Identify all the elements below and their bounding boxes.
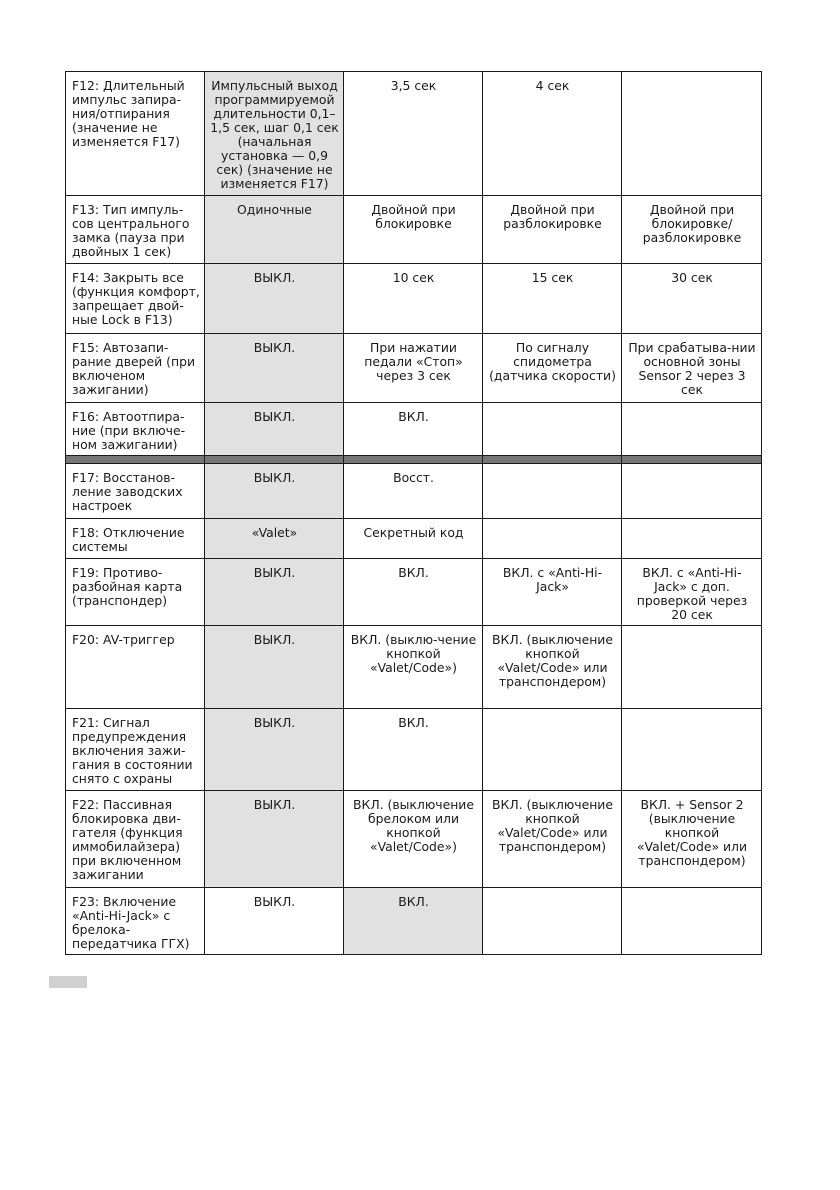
option-cell xyxy=(622,464,762,519)
option-cell: ВКЛ. (выключение кнопкой «Valet/Code» или транспондером) xyxy=(483,791,622,888)
option-cell: 4 сек xyxy=(483,72,622,196)
option-cell xyxy=(483,519,622,559)
option-cell: ВКЛ. xyxy=(344,709,483,791)
table-row xyxy=(66,72,762,196)
option-cell: 15 сек xyxy=(483,264,622,334)
option-cell-default: ВКЛ. xyxy=(344,888,483,955)
option-cell-default: ВЫКЛ. xyxy=(205,464,344,519)
option-cell-default: ВЫКЛ. xyxy=(205,626,344,709)
option-cell-default: Импульсный выход программируемой длительности 0,1–1,5 сек, шаг 0,1 сек (начальная установка — 0,9 сек) (значение не изменяется F17) xyxy=(205,72,344,196)
option-cell: Восст. xyxy=(344,464,483,519)
separator-cell xyxy=(483,456,622,464)
option-cell-default: «Valet» xyxy=(205,519,344,559)
option-cell: 30 сек xyxy=(622,264,762,334)
table-row xyxy=(66,519,762,559)
separator-cell xyxy=(205,456,344,464)
function-cell: F18: Отключение системы xyxy=(66,519,205,559)
option-cell: ВКЛ. xyxy=(344,559,483,626)
option-cell: По сигналу спидометра (датчика скорости) xyxy=(483,334,622,403)
table-row xyxy=(66,264,762,334)
option-cell: ВКЛ. с «Anti-Hi-Jack» xyxy=(483,559,622,626)
option-cell-default: Одиночные xyxy=(205,196,344,264)
function-cell: F17: Восстанов-ление заводских настроек xyxy=(66,464,205,519)
table-row xyxy=(66,888,762,955)
page-marker xyxy=(49,976,87,988)
option-cell: ВКЛ. (выключение брелоком или кнопкой «Valet/Code») xyxy=(344,791,483,888)
settings-table xyxy=(65,71,762,955)
function-cell: F15: Автозапи-рание дверей (при включеном зажигании) xyxy=(66,334,205,403)
table-row xyxy=(66,403,762,456)
function-cell: F23: Включение «Anti-Hi-Jack» с брелока-передатчика ГГХ) xyxy=(66,888,205,955)
option-cell xyxy=(483,709,622,791)
option-cell: ВКЛ. (выклю-чение кнопкой «Valet/Code») xyxy=(344,626,483,709)
option-cell: Секретный код xyxy=(344,519,483,559)
option-cell xyxy=(483,403,622,456)
separator-cell xyxy=(66,456,205,464)
table-row xyxy=(66,559,762,626)
option-cell: ВКЛ. + Sensor 2 (выключение кнопкой «Valet/Code» или транспондером) xyxy=(622,791,762,888)
option-cell xyxy=(622,626,762,709)
option-cell xyxy=(622,519,762,559)
option-cell-default: ВЫКЛ. xyxy=(205,791,344,888)
option-cell xyxy=(483,464,622,519)
table-row xyxy=(66,626,762,709)
option-cell-default: ВЫКЛ. xyxy=(205,264,344,334)
table-row xyxy=(66,334,762,403)
option-cell: Двойной при блокировке/ разблокировке xyxy=(622,196,762,264)
option-cell: Двойной при разблокировке xyxy=(483,196,622,264)
function-cell: F20: AV-триггер xyxy=(66,626,205,709)
option-cell: ВКЛ. (выключение кнопкой «Valet/Code» или транспондером) xyxy=(483,626,622,709)
table-row xyxy=(66,464,762,519)
option-cell-default: ВЫКЛ. xyxy=(205,403,344,456)
option-cell xyxy=(622,403,762,456)
option-cell-default: ВЫКЛ. xyxy=(205,709,344,791)
function-cell: F16: Автоотпира-ние (при включе-ном зажигании) xyxy=(66,403,205,456)
option-cell: ВКЛ. xyxy=(344,403,483,456)
function-cell: F12: Длительный импульс запира-ния/отпирания (значение не изменяется F17) xyxy=(66,72,205,196)
option-cell: Двойной при блокировке xyxy=(344,196,483,264)
option-cell: ВКЛ. с «Anti-Hi-Jack» с доп. проверкой через 20 сек xyxy=(622,559,762,626)
table-row xyxy=(66,196,762,264)
function-cell: F13: Тип импуль-сов центрального замка (пауза при двойных 1 сек) xyxy=(66,196,205,264)
option-cell-default: ВЫКЛ. xyxy=(205,334,344,403)
option-cell: 10 сек xyxy=(344,264,483,334)
function-cell: F22: Пассивная блокировка дви-гателя (функция иммобилайзера) при включенном зажигании xyxy=(66,791,205,888)
table-row xyxy=(66,709,762,791)
option-cell: При нажатии педали «Стоп» через 3 сек xyxy=(344,334,483,403)
option-cell: 3,5 сек xyxy=(344,72,483,196)
option-cell xyxy=(483,888,622,955)
separator-cell xyxy=(622,456,762,464)
separator-cell xyxy=(344,456,483,464)
option-cell-default: ВЫКЛ. xyxy=(205,559,344,626)
option-cell xyxy=(622,709,762,791)
function-cell: F19: Противо-разбойная карта (транспондер) xyxy=(66,559,205,626)
table-row xyxy=(66,791,762,888)
option-cell xyxy=(622,888,762,955)
option-cell: При срабатыва-нии основной зоны Sensor 2 через 3 сек xyxy=(622,334,762,403)
option-cell xyxy=(622,72,762,196)
section-separator xyxy=(66,456,762,464)
option-cell: ВЫКЛ. xyxy=(205,888,344,955)
function-cell: F21: Сигнал предупреждения включения зажи-гания в состоянии снято с охраны xyxy=(66,709,205,791)
function-cell: F14: Закрыть все (функция комфорт, запрещает двой-ные Lock в F13) xyxy=(66,264,205,334)
